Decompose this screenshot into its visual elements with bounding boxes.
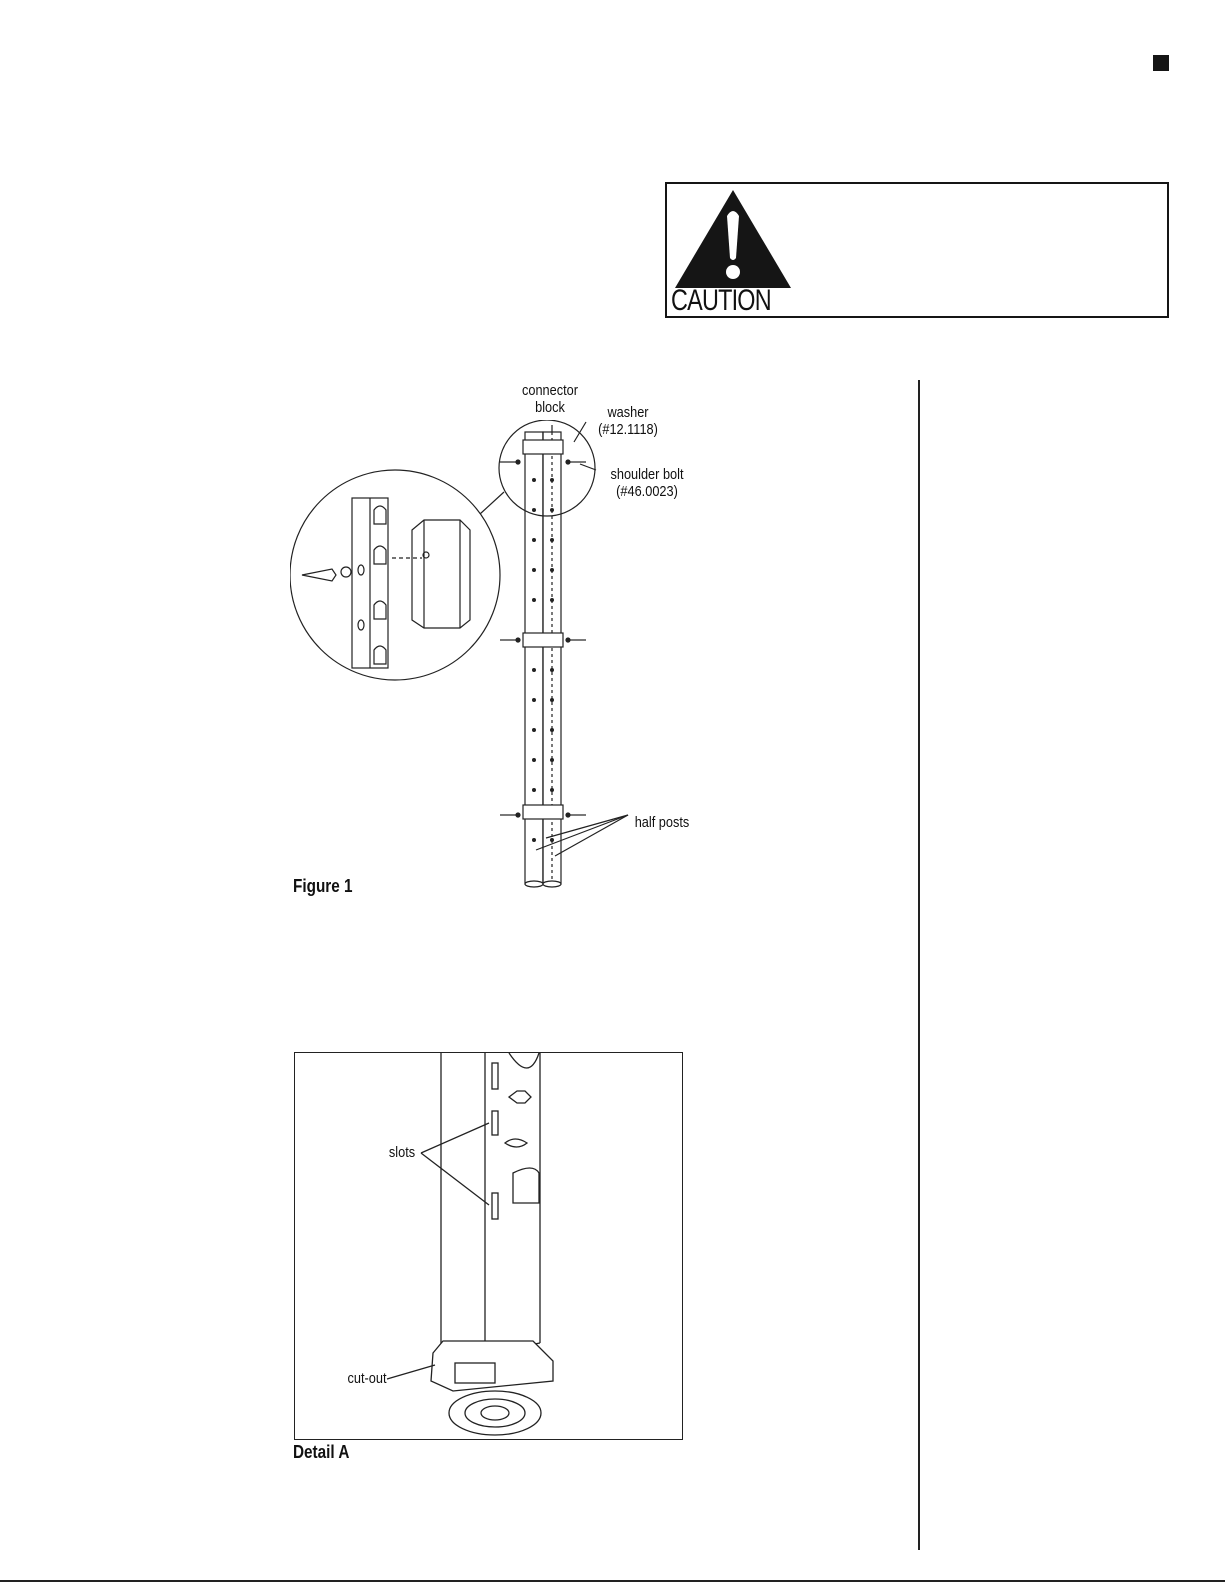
connector-block-label [516,382,584,416]
connector-block-label-line2: block [535,399,565,416]
cut-out-label: cut-out [347,1370,387,1387]
connector-block-label-line1: connector [522,382,578,399]
washer-label [590,404,667,438]
corner-marker [1153,55,1169,71]
shoulder-bolt-label-line2: (#46.0023) [616,483,678,500]
slots-label: slots [388,1144,416,1161]
caution-label: CAUTION [671,284,771,317]
column-divider [918,380,920,1550]
half-posts-label: half posts [634,814,690,831]
shoulder-bolt-label [605,466,690,500]
washer-label-line1: washer [607,404,649,421]
warning-triangle-icon [673,188,793,288]
washer-label-line2: (#12.1118) [598,421,658,438]
shoulder-bolt-label-line1: shoulder bolt [610,466,684,483]
figure1-caption: Figure 1 [293,876,353,896]
page-bottom-rule [0,1580,1225,1582]
caution-box [665,182,1169,318]
detail-a-caption: Detail A [293,1442,350,1462]
